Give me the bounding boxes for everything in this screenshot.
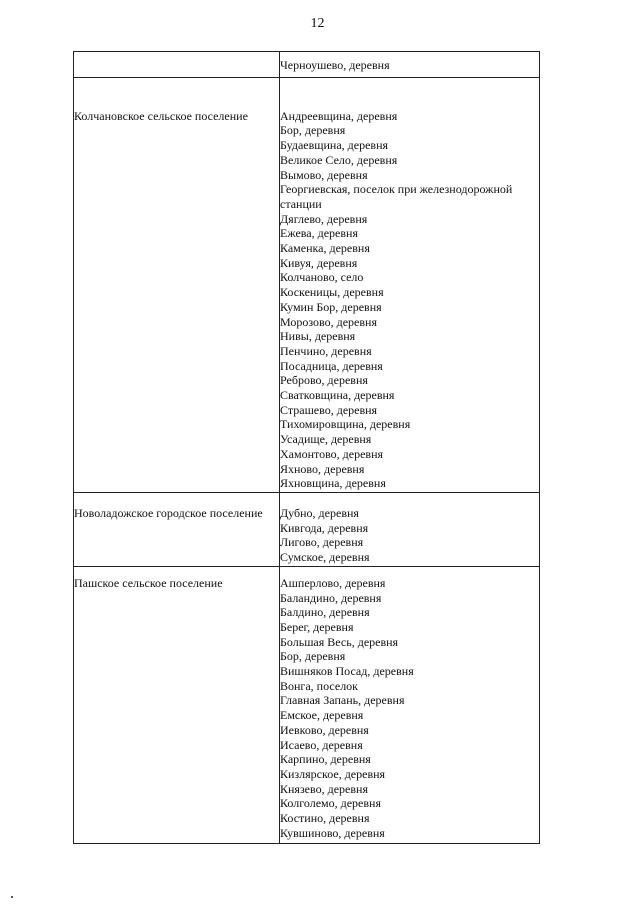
list-item: Костино, деревня bbox=[280, 811, 370, 826]
table-row bbox=[74, 52, 540, 78]
settlement-name: Пашское сельское поселение bbox=[74, 575, 223, 590]
list-item: Берег, деревня bbox=[280, 619, 354, 634]
localities-list bbox=[280, 506, 539, 565]
list-item: Коскеницы, деревня bbox=[280, 285, 384, 300]
settlement-cell bbox=[74, 492, 280, 566]
table-row bbox=[74, 492, 540, 566]
list-item: Бор, деревня bbox=[280, 123, 346, 138]
list-item: Кивгода, деревня bbox=[280, 520, 369, 535]
scan-artifact-dot bbox=[11, 896, 13, 898]
list-item: Ашперлово, деревня bbox=[280, 575, 386, 590]
list-item: Хамонтово, деревня bbox=[280, 446, 384, 461]
localities-list bbox=[280, 58, 539, 73]
localities-cell bbox=[280, 52, 540, 78]
list-item: Великое Село, деревня bbox=[280, 152, 398, 167]
settlement-name: Колчановское сельское поселение bbox=[74, 108, 248, 123]
localities-cell bbox=[280, 566, 540, 844]
list-item: Вонга, поселок bbox=[280, 678, 359, 693]
list-item: Яхновщина, деревня bbox=[280, 476, 386, 491]
settlement-cell bbox=[74, 77, 280, 492]
list-item: Каменка, деревня bbox=[280, 241, 370, 256]
list-item: Страшево, деревня bbox=[280, 402, 378, 417]
list-item: Черноушево, деревня bbox=[280, 58, 390, 72]
list-item: Усадище, деревня bbox=[280, 432, 372, 447]
list-item: Большая Весь, деревня bbox=[280, 634, 399, 649]
list-item: Пенчино, деревня bbox=[280, 343, 372, 358]
list-item: Баландино, деревня bbox=[280, 590, 382, 605]
list-item: Иевково, деревня bbox=[280, 722, 369, 737]
localities-list bbox=[280, 576, 539, 841]
list-item: Реброво, деревня bbox=[280, 373, 368, 388]
list-item: Сумское, деревня bbox=[280, 550, 370, 565]
list-item: Сватковщина, деревня bbox=[280, 388, 395, 403]
list-item: Посадница, деревня bbox=[280, 358, 383, 373]
settlement-cell bbox=[74, 52, 280, 78]
list-item: Бор, деревня bbox=[280, 649, 346, 664]
localities-cell bbox=[280, 77, 540, 492]
page-number: 12 bbox=[310, 16, 325, 31]
list-item: Дяглево, деревня bbox=[280, 211, 368, 226]
list-item: Кувшиново, деревня bbox=[280, 825, 385, 840]
table-row bbox=[74, 566, 540, 844]
settlements-table bbox=[73, 51, 540, 844]
list-item: Лигово, деревня bbox=[280, 535, 364, 550]
list-item: Кумин Бор, деревня bbox=[280, 299, 382, 314]
list-item: Яхново, деревня bbox=[280, 461, 365, 476]
list-item: Георгиевская, поселок при железнодорожной станции bbox=[280, 182, 513, 211]
list-item: Вымово, деревня bbox=[280, 167, 368, 182]
list-item: Главная Запань, деревня bbox=[280, 693, 405, 708]
settlement-name: Новоладожское городское поселение bbox=[74, 505, 263, 520]
localities-list bbox=[280, 109, 539, 491]
localities-cell bbox=[280, 492, 540, 566]
list-item: Колчаново, село bbox=[280, 270, 364, 285]
list-item: Морозово, деревня bbox=[280, 314, 377, 329]
list-item: Нивы, деревня bbox=[280, 329, 356, 344]
list-item: Исаево, деревня bbox=[280, 737, 363, 752]
list-item: Кизлярское, деревня bbox=[280, 766, 386, 781]
list-item: Дубно, деревня bbox=[280, 505, 359, 520]
list-item: Тихомировщина, деревня bbox=[280, 417, 411, 432]
list-item: Карпино, деревня bbox=[280, 752, 371, 767]
list-item: Будаевщина, деревня bbox=[280, 138, 389, 153]
list-item: Балдино, деревня bbox=[280, 605, 370, 620]
list-item: Андреевщина, деревня bbox=[280, 108, 398, 123]
table-row bbox=[74, 77, 540, 492]
settlement-cell bbox=[74, 566, 280, 844]
list-item: Колголемо, деревня bbox=[280, 796, 381, 811]
list-item: Ежева, деревня bbox=[280, 226, 358, 241]
list-item: Емское, деревня bbox=[280, 708, 364, 723]
list-item: Вишняков Посад, деревня bbox=[280, 664, 414, 679]
list-item: Кивуя, деревня bbox=[280, 255, 358, 270]
list-item: Князево, деревня bbox=[280, 781, 368, 796]
